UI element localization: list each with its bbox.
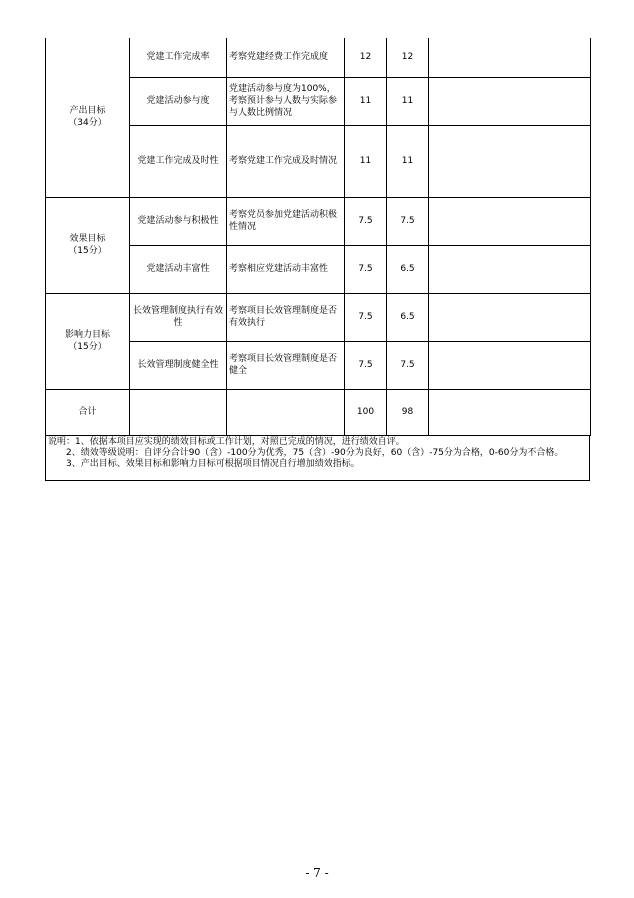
group-cell-output: 产出目标 （34分） xyxy=(46,38,130,197)
weight-cell: 7.5 xyxy=(345,197,387,245)
indicator-cell: 党建活动参与积极性 xyxy=(130,197,227,245)
remark-cell xyxy=(429,293,591,341)
description-cell: 考察项目长效管理制度是否健全 xyxy=(227,341,345,389)
note-line: 3、产出目标、效果目标和影响力目标可根据项目情况自行增加绩效指标。 xyxy=(48,458,360,469)
description-cell: 考察党建经费工作完成度 xyxy=(227,38,345,77)
indicator-cell: 党建活动参与度 xyxy=(130,77,227,125)
score-cell: 11 xyxy=(387,125,429,197)
score-cell: 7.5 xyxy=(387,341,429,389)
total-weight: 100 xyxy=(345,389,387,435)
weight-cell: 11 xyxy=(345,77,387,125)
score-cell: 11 xyxy=(387,77,429,125)
score-cell: 6.5 xyxy=(387,293,429,341)
indicator-cell: 党建工作完成及时性 xyxy=(130,125,227,197)
total-label: 合计 xyxy=(46,389,130,435)
evaluation-sheet xyxy=(45,38,590,481)
group-cell-effect: 效果目标 （15分） xyxy=(46,197,130,293)
score-cell: 12 xyxy=(387,38,429,77)
weight-cell: 12 xyxy=(345,38,387,77)
total-row xyxy=(46,389,591,435)
indicator-cell: 党建活动丰富性 xyxy=(130,245,227,293)
remark-cell xyxy=(429,38,591,77)
description-cell: 考察党建工作完成及时情况 xyxy=(227,125,345,197)
table-row xyxy=(46,197,591,245)
weight-cell: 11 xyxy=(345,125,387,197)
note-line: 说明：1、依据本项目应实现的绩效目标或工作计划，对照已完成的情况，进行绩效自评。 xyxy=(48,436,405,447)
remark-cell xyxy=(429,197,591,245)
weight-cell: 7.5 xyxy=(345,293,387,341)
remark-cell xyxy=(429,389,591,435)
indicator-cell: 党建工作完成率 xyxy=(130,38,227,77)
table-row xyxy=(46,38,591,77)
indicator-cell xyxy=(130,389,227,435)
description-cell: 党建活动参与度为100%，考察预计参与人数与实际参与人数比例情况 xyxy=(227,77,345,125)
description-cell: 考察项目长效管理制度是否有效执行 xyxy=(227,293,345,341)
description-cell: 考察相应党建活动丰富性 xyxy=(227,245,345,293)
score-cell: 7.5 xyxy=(387,197,429,245)
indicator-cell: 长效管理制度执行有效性 xyxy=(130,293,227,341)
score-cell: 6.5 xyxy=(387,245,429,293)
notes-box xyxy=(45,436,590,481)
description-cell xyxy=(227,389,345,435)
performance-table xyxy=(45,38,591,436)
weight-cell: 7.5 xyxy=(345,341,387,389)
remark-cell xyxy=(429,125,591,197)
remark-cell xyxy=(429,77,591,125)
page-number: - 7 - xyxy=(305,866,329,880)
group-cell-impact: 影响力目标 （15分） xyxy=(46,293,130,389)
total-score: 98 xyxy=(387,389,429,435)
indicator-cell: 长效管理制度健全性 xyxy=(130,341,227,389)
note-line: 2、绩效等级说明：自评分合计90（含）-100分为优秀，75（含）-90分为良好，60（含）-75分为合格，0-60分为不合格。 xyxy=(48,447,564,458)
remark-cell xyxy=(429,341,591,389)
remark-cell xyxy=(429,245,591,293)
weight-cell: 7.5 xyxy=(345,245,387,293)
table-row xyxy=(46,293,591,341)
description-cell: 考察党员参加党建活动积极性情况 xyxy=(227,197,345,245)
